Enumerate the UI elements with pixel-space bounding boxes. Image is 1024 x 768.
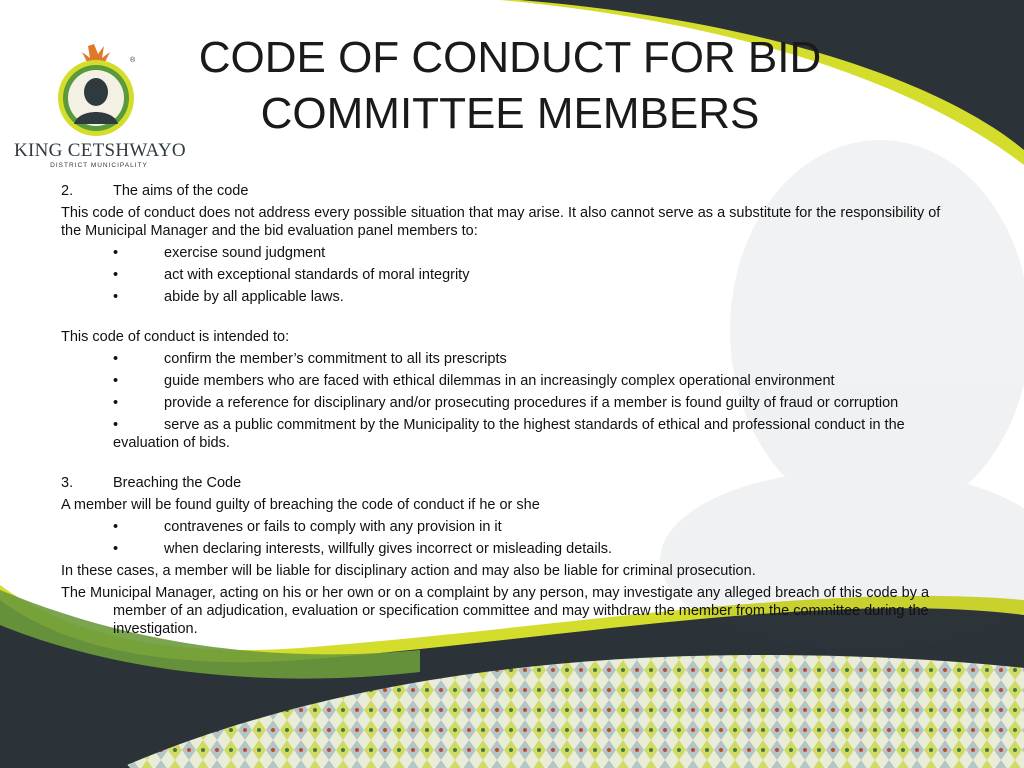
bullet-icon: • bbox=[113, 417, 119, 433]
section-heading-aims bbox=[61, 182, 961, 200]
bullet-icon: • bbox=[113, 541, 119, 557]
slide-body bbox=[61, 182, 961, 638]
section-title: The aims of the code bbox=[113, 183, 249, 199]
logo-name: KING CETSHWAYO bbox=[14, 140, 186, 161]
page-title bbox=[160, 30, 860, 142]
breach-intro: A member will be found guilty of breaching the code of conduct if he or she bbox=[61, 497, 540, 513]
breach-consequence: In these cases, a member will be liable for disciplinary action and may also be liable for criminal prosecution. bbox=[61, 563, 756, 579]
svg-text:®: ® bbox=[130, 57, 136, 64]
list-item: • contravenes or fails to comply with any provision in it bbox=[113, 519, 502, 535]
logo-subtitle: DISTRICT MUNICIPALITY bbox=[50, 162, 148, 169]
section-number: 2. bbox=[61, 183, 74, 199]
logo-emblem-icon bbox=[14, 40, 184, 140]
title-line-1: CODE OF CONDUCT FOR BID bbox=[198, 33, 822, 82]
bullet-icon: • bbox=[113, 245, 119, 261]
list-item: • guide members who are faced with ethical dilemmas in an increasingly complex operational environment bbox=[113, 373, 835, 389]
bullet-icon: • bbox=[113, 351, 119, 367]
bullet-icon: • bbox=[113, 289, 119, 305]
list-item: • when declaring interests, willfully gives incorrect or misleading details. bbox=[113, 541, 613, 557]
section-number: 3. bbox=[61, 475, 74, 491]
municipality-logo bbox=[14, 40, 184, 175]
list-item: • exercise sound judgment bbox=[113, 245, 326, 261]
bullet-icon: • bbox=[113, 519, 119, 535]
list-item: • serve as a public commitment by the Municipality to the highest standards of ethical and professional conduct in the evaluation of bids. bbox=[113, 417, 905, 451]
aims-intro: This code of conduct does not address every possible situation that may arise. It also cannot serve as a substitute for the responsibility of the Municipal Manager and the bid evaluation panel members to: bbox=[61, 205, 941, 239]
section-heading-breach bbox=[61, 474, 961, 492]
list-item: • act with exceptional standards of moral integrity bbox=[113, 267, 470, 283]
list-item: • confirm the member’s commitment to all its prescripts bbox=[113, 351, 507, 367]
list-item: • provide a reference for disciplinary and/or prosecuting procedures if a member is found guilty of fraud or corruption bbox=[113, 395, 899, 411]
intended-intro: This code of conduct is intended to: bbox=[61, 329, 290, 345]
section-title: Breaching the Code bbox=[113, 475, 242, 491]
bullet-icon: • bbox=[113, 373, 119, 389]
list-item: • abide by all applicable laws. bbox=[113, 289, 344, 305]
breach-manager-paragraph: The Municipal Manager, acting on his or her own or on a complaint by any person, may investigate any alleged breach of this code by a member of an adjudication, evaluation or specification committee and may withdraw the member from the committee during the investigation. bbox=[61, 585, 930, 637]
bullet-icon: • bbox=[113, 395, 119, 411]
bullet-icon: • bbox=[113, 267, 119, 283]
title-line-2: COMMITTEE MEMBERS bbox=[260, 89, 760, 138]
